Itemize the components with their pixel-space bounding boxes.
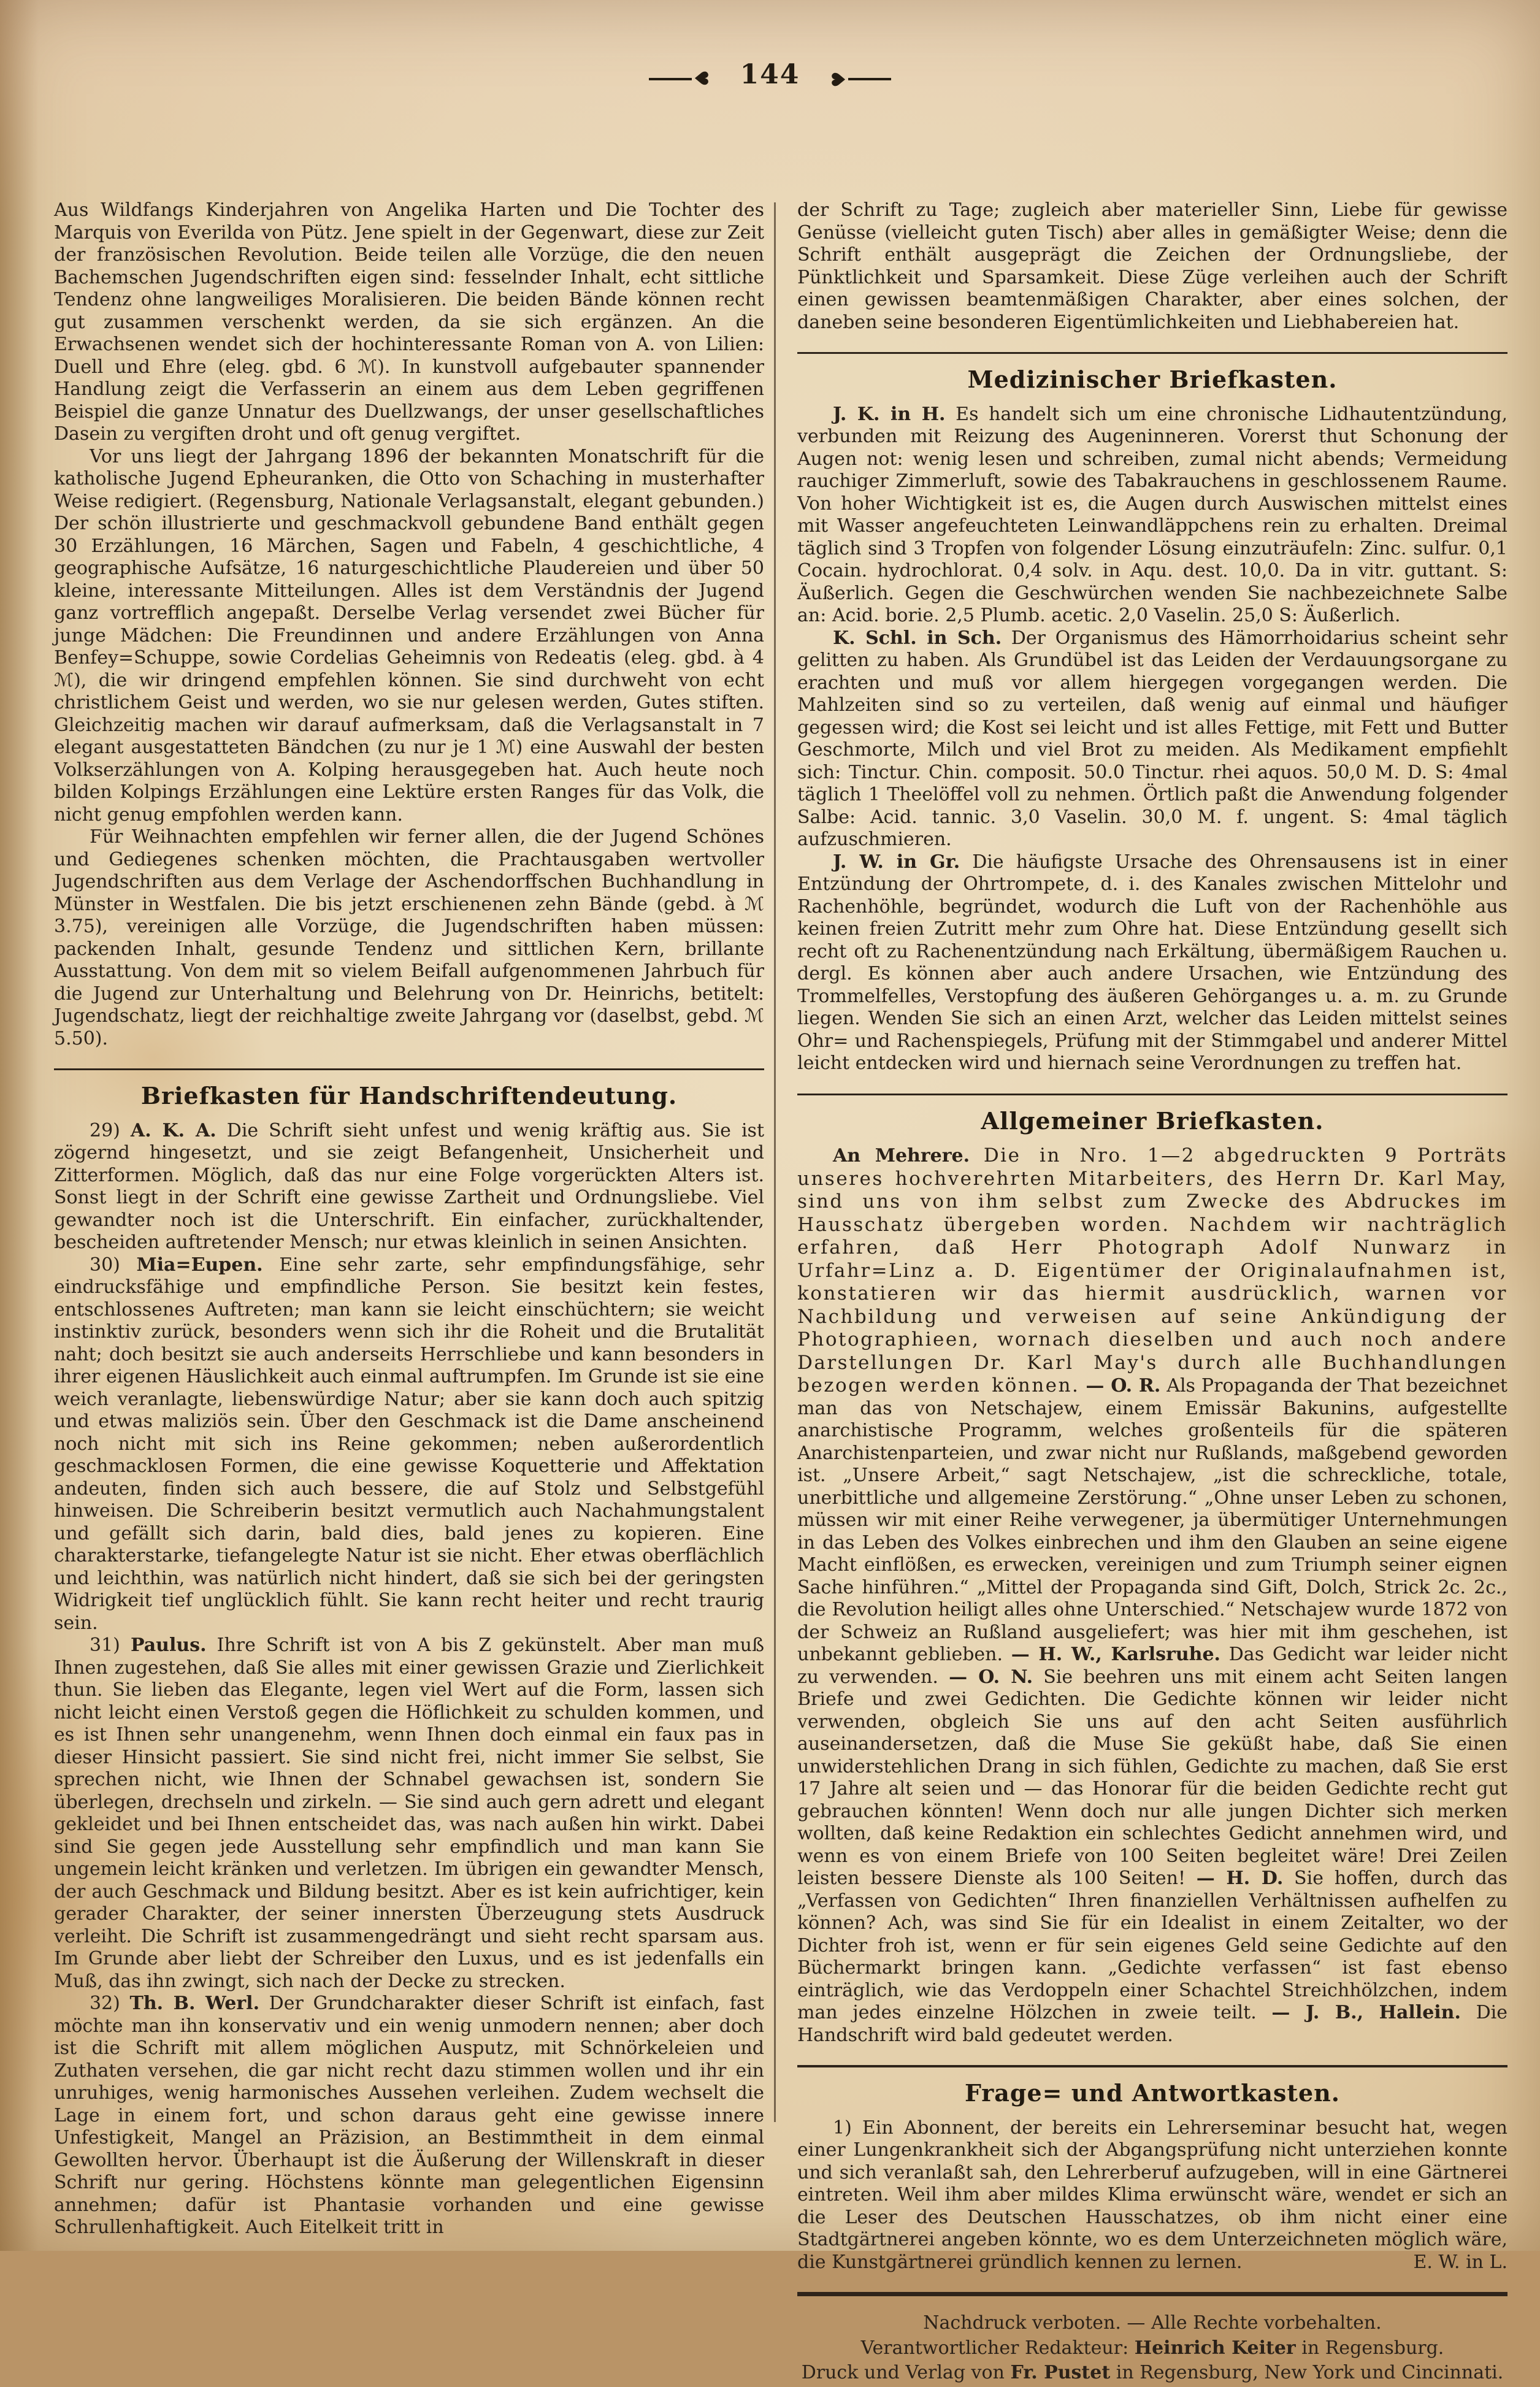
section-divider-rule [797,2065,1507,2067]
section-divider-rule [797,352,1507,354]
entry-text: Sie beehren uns mit einem acht Seiten langen Briefe und zwei Gedichten. Die Gedichte können wir leider nicht verwenden, obgleich Sie uns auf den acht Seiten ausführlich auseinandersetzen, daß die Muse Sie geküßt habe, daß Sie einen unwiderstehlichen Drang in sich fühlen, Gedichte zu machen, daß Sie erst 17 Jahre alt seien und — das Honorar für die beiden Gedichte recht gut gebrauchen könnten! Wenn doch nur alle jungen Dichter sich merken wollten, daß keine Redaktion ein schlechtes Gedicht annehmen wird, und wenn es von einem Briefe von 100 Seiten begleitet wäre! Drei Zeilen leisten bessere Dienste als 100 Seiten! [797,1666,1507,1889]
entry-signature: E. W. in L. [1413,2251,1507,2273]
handwriting-entry-29 [54,1120,764,1254]
entry-text: Die Schrift sieht unfest und wenig kräftig aus. Sie ist zögernd hingesetzt, und sie zeigt Befangenheit, Unsicherheit und Zitterformen. Möglich, daß das nur eine Folge vorgerückten Alters ist. Sonst liegt in der Schrift eine gewisse Zartheit und Ordnungsliebe. Viel gewandter noch ist die Unterschrift. Ein einfacher, zurückhaltender, bescheiden auftretender Mensch; nur etwas kleinlich in seinen Ansichten. [54,1119,764,1253]
fleuron-right-icon: ♥ [830,62,891,92]
medical-entry-kschl [797,627,1507,851]
handwriting-entry-31 [54,1634,764,1993]
entry-name: — H. W., Karlsruhe. [1011,1644,1220,1665]
publisher-line-suffix: in Regensburg, New York und Cincinnati. [1110,2362,1504,2383]
imprint [797,2312,1507,2385]
left-column [54,199,764,2239]
entry-name: Mia=Eupen. [136,1254,263,1276]
editor-name: Heinrich Keiter [1134,2337,1296,2359]
entry-name: — O. N. [949,1666,1033,1688]
section-title-medical: Medizinischer Briefkasten. [967,366,1338,393]
entry-text: Der Organismus des Hämorrhoidarius scheint sehr gelitten zu haben. Als Grundübel ist das Leiden der Verdauungsorgane zu erachten und muß vor allem hiergegen vorgegangen werden. Die Mahlzeiten sind so zu verteilen, daß wenig auf einmal und häufiger gegessen wird; die Kost sei leicht und ist alles Fettige, mit Fett und Butter Geschmorte, Milch und viel Brot zu meiden. Als Medikament empfiehlt sich: Tinctur. Chin. composit. 50.0 Tinctur. rhei aquos. 50,0 M. D. S: 4mal täglich 1 Theelöffel voll zu nehmen. Örtlich paßt die Anwendung folgender Salbe: Acid. tannic. 3,0 Vaselin. 30,0 M. f. ungent. S: 4mal täglich aufzuschmieren. [797,627,1507,850]
publisher-line [797,2362,1507,2385]
entry-number: 29) [90,1119,120,1141]
entry-text: Die häufigste Ursache des Ohrensausens ist in einer Entzündung der Ohrtrompete, d. i. des Kanales zwischen Mittelohr und Rachenhöhle, begründet, wodurch die Luft von der Rachenhöhle aus keinen freien Zutritt mehr zum Ohre hat. Diese Entzündung gesellt sich recht oft zu Rachenentzündung nach Erkältung, übermäßigem Rauchen u. dergl. Es können aber auch andere Ursachen, wie Entzündung des Trommelfelles, Verstopfung des äußeren Gehörganges u. a. m. zu Grunde liegen. Wenden Sie sich an einen Arzt, welcher das Leiden mittelst seines Ohr= und Rachenspiegels, Prüfung mit der Stimmgabel und anderer Mittel leicht entdecken wird und hiernach seine Verordnungen zu treffen hat. [797,851,1507,1074]
section-divider-rule [797,1094,1507,1095]
publisher-name: Fr. Pustet [1010,2362,1111,2383]
entry-text: Ein Abonnent, der bereits ein Lehrerseminar besucht hat, wegen einer Lungenkrankheit sich der Abgangsprüfung nicht unterziehen konnte und sich veranlaßt sah, den Lehrerberuf aufzugeben, will in eine Gärtnerei eintreten. Weil ihm aber mildes Klima erwünscht wäre, wendet er sich an die Leser des Deutschen Hausschatzes, ob ihm nicht einer eine Stadtgärtnerei angeben könnte, wo es dem Unterzeichneten möglich wäre, die Kunstgärtnerei gründlich kennen zu lernen. [797,2117,1507,2273]
right-column [797,199,1507,2387]
entry-text: Die in Nro. 1—2 abgedruckten 9 Porträts unseres hochverehrten Mitarbeiters, des Herrn Dr. Karl May, sind uns von ihm selbst zum Zwecke des Abdruckes im Hausschatz übergeben worden. Nachdem wir nachträglich erfahren, daß Herr Photograph Adolf Nunwarz in Urfahr=Linz a. D. Eigentümer der Originalaufnahmen ist, konstatieren wir das hiermit ausdrücklich, warnen vor Nachbildung und verweisen auf seine Ankündigung der Photographieen, wornach dieselben und auch noch andere Darstellungen Dr. Karl May's durch alle Buchhandlungen bezogen werden können. [797,1144,1507,1397]
entry-text: Sie hoffen, durch das „Verfassen von Gedichten“ Ihren finanziellen Verhältnissen aufhelfen zu können? Ach, was sind Sie für ein Idealist in einem Zeitalter, wo der Dichter froh ist, wenn er für sein eigenes Geld seine Gedichte auf den Büchermarkt bringen kann. „Gedichte verfassen“ ist fast ebenso einträglich, wie das Verdoppeln einer Schachtel Streichhölzchen, indem man jedes einzelne Hölzchen in zweie teilt. [797,1868,1507,2023]
entry-name: Th. B. Werl. [129,1993,260,2014]
entry-name: J. W. in Gr. [833,851,960,873]
entry-text: Ihre Schrift ist von A bis Z gekünstelt. Aber man muß Ihnen zugestehen, daß Sie alles mit einer gewissen Grazie und Zierlichkeit thun. Sie lieben das Elegante, legen viel Wert auf die Form, lassen sich nicht leicht einen Verstoß gegen die Höflichkeit zu schulden kommen, und es ist Ihnen sehr unangenehm, wenn Ihnen doch einmal ein faux pas in dieser Hinsicht passiert. Sie sind nicht frei, nicht immer Sie selbst, Sie sprechen nicht, wie Ihnen der Schnabel gewachsen ist, sondern Sie überlegen, drechseln und zirkeln. — Sie sind auch gern adrett und elegant gekleidet und bei Ihnen entscheidet das, was nach außen hin wirkt. Dabei sind Sie gegen jede Ausstellung sehr empfindlich und man kann Sie ungemein leicht kränken und verletzen. Im übrigen ein gewandter Mensch, der auch Geschmack und Bildung besitzt. Aber es ist kein aufrichtiger, kein gerader Charakter, der seiner innersten Überzeugung stets Ausdruck verleiht. Die Schrift ist zusammengedrängt und sieht recht sparsam aus. Im Grunde aber liebt der Schreiber den Luxus, und es ist jedenfalls ein Muß, das ihn zwingt, sich nach der Decke zu strecken. [54,1634,764,1992]
column-divider [774,202,776,2122]
handwriting-entry-32 [54,1993,764,2239]
entry-number: 31) [90,1634,120,1656]
entry-text: Der Grundcharakter dieser Schrift ist einfach, fast möchte man ihn konservativ und ein wenig unmodern nennen; aber doch ist die Schrift mit allem möglichen Ausputz, mit Schnörkeleien und Zuthaten versehen, die gar nicht recht dazu stimmen wollen und ihr ein unruhiges, wenig harmonisches Aussehen verleihen. Zudem wechselt die Lage in einem fort, und schon daraus geht eine gewisse innere Unfestigkeit, Mangel an Präzision, an Bestimmtheit in dem einmal Gewollten hervor. Überhaupt ist die Äußerung der Willenskraft in dieser Schrift nur gering. Höchstens könnte man gelegentlichen Eigensinn annehmen; dafür ist Phantasie vorhanden und eine gewisse Schrullenhaftigkeit. Auch Eitelkeit tritt in [54,1993,765,2238]
book-review-paragraph-2: Vor uns liegt der Jahrgang 1896 der bekannten Monatschrift für die katholische Jugend Epheuranken, die Otto von Schaching in musterhafter Weise redigiert. (Regensburg, Nationale Verlagsanstalt, elegant gebunden.) Der schön illustrierte und geschmackvoll gebundene Band enthält gegen 30 Erzählungen, 16 Märchen, Sagen und Fabeln, 4 geschichtliche, 4 geographische Aufsätze, 16 naturgeschichtliche Plaudereien und über 50 kleine, interessante Mitteilungen. Alles ist dem Verständnis der Jugend ganz vortrefflich angepaßt. Derselbe Verlag versendet zwei Bücher für junge Mädchen: Die Freundinnen und andere Erzählungen von Anna Benfey=Schuppe, sowie Cordelias Geheimnis von Redeatis (eleg. gbd. à 4 ℳ), die wir dringend empfehlen können. Sie sind durchweht von echt christlichem Geist und werden, wo sie nur gelesen werden, Gutes stiften. Gleichzeitig machen wir darauf aufmerksam, daß die Verlagsanstalt in 7 elegant ausgestatteten Bändchen (zu nur je 1 ℳ) eine Auswahl der besten Volkserzählungen von A. Kolping herausgegeben hat. Auch heute noch bilden Kolpings Erzählungen eine Lektüre ersten Ranges für das Volk, die nicht genug empfohlen werden kann. [54,445,764,826]
rights-line: Nachdruck verboten. — Alle Rechte vorbehalten. [923,2312,1382,2334]
editor-line-prefix: Verantwortlicher Redakteur: [860,2337,1135,2359]
entry-number: 30) [90,1254,120,1276]
section-divider-rule [54,1068,764,1070]
editor-line [797,2337,1507,2360]
medical-entry-jk [797,404,1507,627]
continuation-paragraph: der Schrift zu Tage; zugleich aber materieller Sinn, Liebe für gewisse Genüsse (vielleicht guten Tisch) aber alles in gemäßigter Weise; denn die Schrift enthält ausgeprägt die Zeichen der Ordnungsliebe, der Pünktlichkeit und Sparsamkeit. Diese Züge verleihen auch der Schrift einen gewissen beamtenmäßigen Charakter, aber eines solchen, der daneben seine besonderen Eigentümlichkeiten und Liebhabereien hat. [797,199,1507,333]
qa-entry-1 [797,2117,1507,2274]
entry-number: 1) [833,2117,852,2139]
entry-name: A. K. A. [130,1119,216,1141]
entry-text: Es handelt sich um eine chronische Lidhautentzündung, verbunden mit Reizung des Augeninneren. Vorerst thut Schonung der Augen not: wenig lesen und schreiben, zumal nicht abends; Vermeidung rauchiger Zimmerluft, sowie des Tabakrauchens in geschlossenem Raume. Von hoher Wichtigkeit ist es, die Augen durch Auswischen mittelst eines mit Wasser angefeuchteten Leinwandläppchens rein zu erhalten. Dreimal täglich sind 3 Tropfen von folgender Lösung einzuträufeln: Zinc. sulfur. 0,1 Cocain. hydrochlorat. 0,4 solv. in Aqu. dest. 10,0. Da in vitr. guttant. S: Äußerlich. Gegen die Geschwürchen wenden Sie nachbezeichnete Salbe an: Acid. borie. 2,5 Plumb. acetic. 2,0 Vaselin. 25,0 S: Äußerlich. [797,403,1507,626]
entry-text: Die Handschrift wird bald gedeutet werden. [797,2002,1507,2046]
entry-number: 32) [90,1993,120,2014]
book-review-paragraph-3: Für Weihnachten empfehlen wir ferner allen, die der Jugend Schönes und Gediegenes schenken möchten, die Prachtausgaben wertvoller Jugendschriften aus dem Verlage der Aschendorffschen Buchhandlung in Münster in Westfalen. Die bis jetzt erschienenen zehn Bände (gebd. à ℳ 3.75), vereinigen alle Vorzüge, die Jugendschriften haben müssen: packenden Inhalt, gesunde Tendenz und sittlichen Kern, brillante Ausstattung. Von dem mit so vielem Beifall aufgenommenen Jahrbuch für die Jugend zur Unterhaltung und Belehrung von Dr. Heinrichs, betitelt: Jugendschatz, liegt der reichhaltige zweite Jahrgang vor (daselbst, gebd. ℳ 5.50). [54,826,764,1049]
section-title-general: Allgemeiner Briefkasten. [981,1106,1324,1135]
page-header [0,59,1540,92]
editor-line-suffix: in Regensburg. [1295,2337,1444,2359]
book-review-paragraph-1: Aus Wildfangs Kinderjahren von Angelika Harten und Die Tochter des Marquis von Everilda von Pütz. Jene spielt in der Gegenwart, diese zur Zeit der französischen Revolution. Beide teilen alle Vorzüge, die den neuen Bachemschen Jugendschriften eigen sind: fesselnder Inhalt, echt sittliche Tendenz ohne langweiliges Moralisieren. Die beiden Bände können recht gut zusammen verschenkt werden, da sie sich ergänzen. An die Erwachsenen wendet sich der hochinteressante Roman von A. von Lilien: Duell und Ehre (eleg. gbd. 6 ℳ). In kunstvoll aufgebauter spannender Handlung zeigt die Verfasserin an einem aus dem Leben gegriffenen Beispiel die ganze Unnatur des Duellzwangs, der unser gesellschaftliches Dasein zu vergiften droht und oft genug vergiftet. [54,199,764,445]
entry-text: Das Gedicht war leider nicht zu verwenden. [797,1644,1507,1688]
entry-name: Paulus. [130,1634,207,1656]
fleuron-left-icon: ♥ [649,62,710,92]
entry-name: K. Schl. in Sch. [833,627,1002,649]
section-title-qa: Frage= und Antwortkasten. [964,2079,1341,2107]
handwriting-entry-30 [54,1254,764,1635]
entry-text: Als Propaganda der That bezeichnet man das von Netschajew, einem Emissär Bakunins, aufgestellte anarchistische Programm, welches großenteils für die späteren Anarchistenparteien, und zwar nicht nur Rußlands, maßgebend geworden ist. „Unsere Arbeit,“ sagt Netschajew, „ist die schreckliche, totale, unerbittliche und allgemeine Zerstörung.“ „Ohne unser Leben zu schonen, müssen wir mit einer Reihe verwegener, ja übermütiger Unternehmungen in das Leben des Volkes einbrechen und ihm den Glauben an seine eigene Macht einflößen, es erwecken, vereinigen und zum Triumph seiner eignen Sache hinführen.“ „Mittel der Propaganda sind Gift, Dolch, Strick 2c. 2c., die Revolution heiligt alles ohne Unterschied.“ Netschajew wurde 1872 von der Schweiz an Rußland ausgeliefert; was hier mit ihm geschehen, ist unbekannt geblieben. [797,1375,1507,1665]
medical-entry-jw [797,851,1507,1075]
footer-rule [797,2292,1507,2296]
entry-name: — O. R. [1086,1375,1161,1397]
entry-text: Eine sehr zarte, sehr empfindungsfähige, sehr eindrucksfähige und empfindliche Person. Sie besitzt kein festes, entschlossenes Auftreten; man kann sie leicht einschüchtern; sie weicht instinktiv zurück, besonders wenn sich ihr die Roheit und die Brutalität naht; doch besitzt sie auch anderseits Herrschliebe und kann besonders in ihrer eigenen Häuslichkeit auch einmal auftrumpfen. Im Grunde ist sie eine weich veranlagte, liebenswürdige Natur; aber sie kann doch auch spitzig und etwas maliziös sein. Über den Geschmack ist die Dame anscheinend noch nicht mit sich ins Reine gekommen; neben außerordentlich geschmacklosen Formen, die eine gewisse Koquetterie und Affektation andeuten, finden sich auch bessere, die auf Stolz und Selbstgefühl hinweisen. Die Schreiberin besitzt vermutlich auch Nachahmungstalent und gefällt sich darin, bald dies, bald jenes zu kopieren. Eine charakterstarke, tiefangelegte Natur ist sie nicht. Eher etwas oberflächlich und leichthin, was natürlich nicht hindert, daß sie sich bei der geringsten Widrigkeit tief unglücklich fühlt. Sie kann recht heiter und recht traurig sein. [54,1254,764,1634]
publisher-line-prefix: Druck und Verlag von [801,2362,1011,2383]
entry-name: J. K. in H. [833,403,946,425]
general-briefkasten-paragraph [797,1144,1507,2047]
page-number: 144 [740,59,800,90]
entry-name: An Mehrere. [833,1145,970,1167]
section-title-handwriting: Briefkasten für Handschriftendeutung. [140,1082,678,1109]
entry-name: — J. B., Hallein. [1271,2002,1461,2023]
entry-name: — H. D. [1196,1868,1284,1889]
